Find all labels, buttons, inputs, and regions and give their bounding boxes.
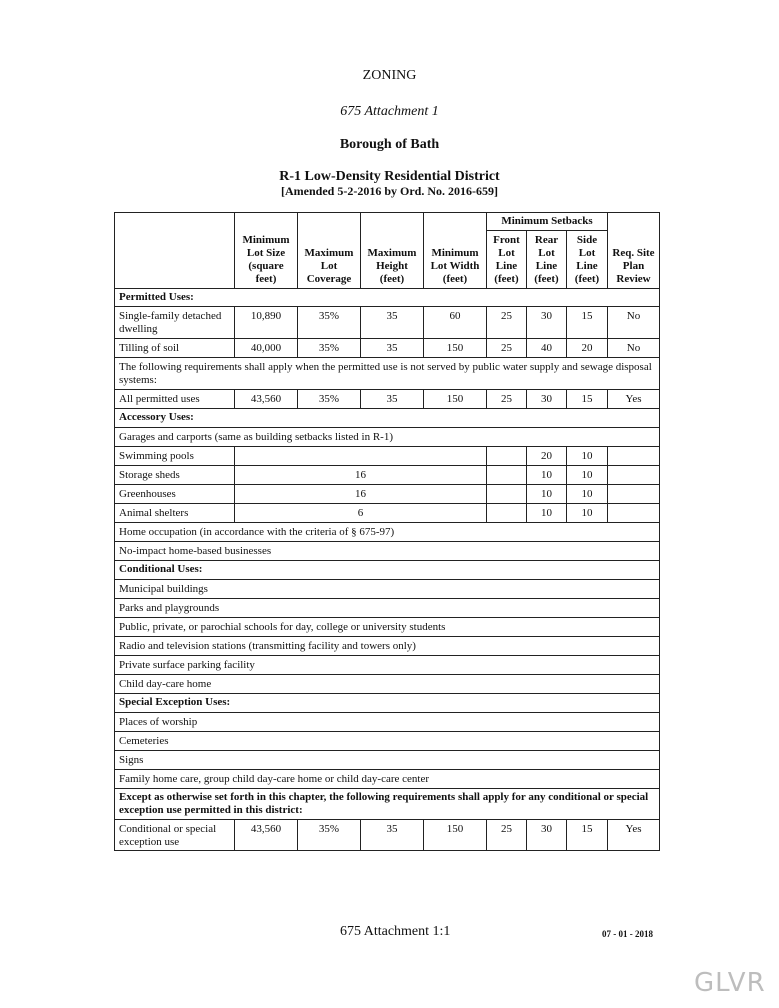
row-label: Greenhouses: [115, 485, 235, 504]
section-accessory: Accessory Uses:: [115, 409, 660, 428]
cell-front: [487, 466, 527, 485]
row-label: Tilling of soil: [115, 339, 235, 358]
cell-side: 15: [567, 390, 608, 409]
section-conditional: Conditional Uses:: [115, 561, 660, 580]
cell-rear: 10: [527, 485, 567, 504]
cell-rear: 10: [527, 466, 567, 485]
table-row: [115, 307, 660, 339]
page-footer: 675 Attachment 1:1: [340, 924, 451, 939]
row-parking: Private surface parking facility: [115, 656, 660, 675]
row-no-impact: No-impact home-based businesses: [115, 542, 660, 561]
col-front: Front Lot Line (feet): [487, 231, 527, 289]
cell-review: Yes: [608, 820, 660, 851]
cell-side: 15: [567, 820, 608, 851]
row-parks: Parks and playgrounds: [115, 599, 660, 618]
borough-name: Borough of Bath: [339, 137, 440, 152]
footer-date: 07 - 01 - 2018: [602, 929, 653, 939]
cell-width: 150: [424, 390, 487, 409]
table-row: [115, 485, 660, 504]
cell-lot-size: 10,890: [235, 307, 298, 339]
section-special-exception: Special Exception Uses:: [115, 694, 660, 713]
zoning-table: [114, 212, 660, 851]
district-title: R-1 Low-Density Residential District: [279, 169, 500, 184]
cell-lot-size: 40,000: [235, 339, 298, 358]
cell-review: [608, 485, 660, 504]
cell-front: 25: [487, 307, 527, 339]
row-home-occupation: Home occupation (in accordance with the criteria of § 675-97): [115, 523, 660, 542]
row-schools: Public, private, or parochial schools for day, college or university students: [115, 618, 660, 637]
cell-width: 150: [424, 820, 487, 851]
cell-height: 35: [361, 390, 424, 409]
cell-rear: 30: [527, 820, 567, 851]
row-label: Single-family detached dwelling: [115, 307, 235, 339]
row-label: All permitted uses: [115, 390, 235, 409]
document-title: ZONING: [362, 68, 417, 83]
row-label: Conditional or special exception use: [115, 820, 235, 851]
cell-coverage: 35%: [298, 339, 361, 358]
cell-side: 10: [567, 504, 608, 523]
row-child-daycare: Child day-care home: [115, 675, 660, 694]
cell-span-height: 16: [235, 466, 487, 485]
note-except: Except as otherwise set forth in this chapter, the following requirements shall apply for any conditional or special exception use permitted in this district:: [115, 789, 660, 820]
cell-side: 10: [567, 485, 608, 504]
cell-height: 35: [361, 339, 424, 358]
attachment-label: 675 Attachment 1: [340, 104, 439, 119]
table-row: [115, 447, 660, 466]
col-max-lot-coverage: Maximum Lot Coverage: [298, 213, 361, 289]
cell-rear: 30: [527, 390, 567, 409]
col-max-height: Maximum Height (feet): [361, 213, 424, 289]
cell-review: [608, 466, 660, 485]
cell-front: 25: [487, 390, 527, 409]
table-row: [115, 390, 660, 409]
cell-review: [608, 504, 660, 523]
table-row: [115, 466, 660, 485]
table-row: [115, 504, 660, 523]
cell-rear: 40: [527, 339, 567, 358]
cell-lot-size: 43,560: [235, 820, 298, 851]
cell-review: No: [608, 339, 660, 358]
col-side: Side Lot Line (feet): [567, 231, 608, 289]
cell-front: 25: [487, 820, 527, 851]
row-label: Animal shelters: [115, 504, 235, 523]
col-min-lot-size: Minimum Lot Size (square feet): [235, 213, 298, 289]
cell-front: 25: [487, 339, 527, 358]
cell-review: [608, 447, 660, 466]
cell-review: Yes: [608, 390, 660, 409]
cell-rear: 10: [527, 504, 567, 523]
cell-coverage: 35%: [298, 307, 361, 339]
header-blank: [115, 213, 235, 289]
cell-front: [487, 447, 527, 466]
cell-empty: [235, 447, 487, 466]
row-label: Storage sheds: [115, 466, 235, 485]
row-municipal: Municipal buildings: [115, 580, 660, 599]
row-family-care: Family home care, group child day-care home or child day-care center: [115, 770, 660, 789]
note-water-sewage: The following requirements shall apply when the permitted use is not served by public water supply and sewage disposal systems:: [115, 358, 660, 390]
table-row: [115, 339, 660, 358]
row-signs: Signs: [115, 751, 660, 770]
col-site-plan-review: Req. Site Plan Review: [608, 213, 660, 289]
cell-front: [487, 485, 527, 504]
cell-lot-size: 43,560: [235, 390, 298, 409]
cell-front: [487, 504, 527, 523]
cell-span-height: 16: [235, 485, 487, 504]
cell-review: No: [608, 307, 660, 339]
cell-side: 15: [567, 307, 608, 339]
row-worship: Places of worship: [115, 713, 660, 732]
row-garages: Garages and carports (same as building setbacks listed in R-1): [115, 428, 660, 447]
cell-side: 20: [567, 339, 608, 358]
cell-span-height: 6: [235, 504, 487, 523]
cell-height: 35: [361, 307, 424, 339]
row-label: Swimming pools: [115, 447, 235, 466]
cell-height: 35: [361, 820, 424, 851]
cell-width: 60: [424, 307, 487, 339]
cell-side: 10: [567, 447, 608, 466]
cell-coverage: 35%: [298, 390, 361, 409]
col-rear: Rear Lot Line (feet): [527, 231, 567, 289]
watermark: GLVR: [694, 968, 766, 998]
cell-width: 150: [424, 339, 487, 358]
section-permitted: Permitted Uses:: [115, 289, 660, 307]
row-radio: Radio and television stations (transmitting facility and towers only): [115, 637, 660, 656]
col-setbacks-group: Minimum Setbacks: [487, 213, 608, 231]
row-cemeteries: Cemeteries: [115, 732, 660, 751]
cell-coverage: 35%: [298, 820, 361, 851]
cell-rear: 20: [527, 447, 567, 466]
cell-side: 10: [567, 466, 608, 485]
col-min-lot-width: Minimum Lot Width (feet): [424, 213, 487, 289]
table-row: [115, 820, 660, 851]
amendment-note: [Amended 5-2-2016 by Ord. No. 2016-659]: [281, 184, 498, 198]
cell-rear: 30: [527, 307, 567, 339]
